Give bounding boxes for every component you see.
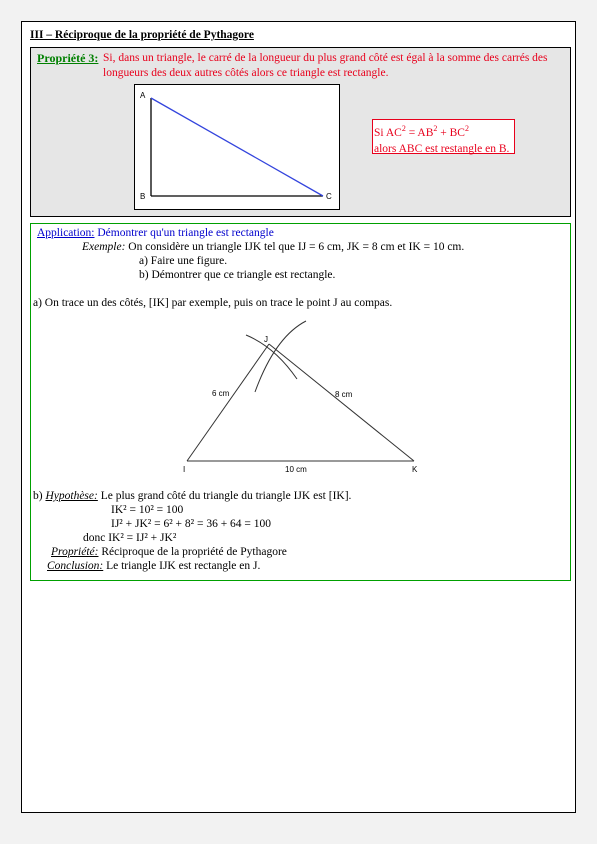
exp-2: 2 xyxy=(433,124,438,133)
exemple-text: On considère un triangle IJK tel que IJ = 6 cm, JK = 8 cm et IK = 10 cm. xyxy=(125,241,465,253)
vertex-c-label: C xyxy=(326,192,332,201)
triangle-abc-drawing xyxy=(135,85,339,209)
formula-plus: + BC xyxy=(437,126,465,139)
exp-3: 2 xyxy=(464,124,469,133)
side-ij xyxy=(187,344,269,461)
calc-line-2: IJ² + JK² = 6² + 8² = 36 + 64 = 100 xyxy=(111,518,272,530)
application-box xyxy=(30,223,571,581)
property-label: Propriété 3: xyxy=(37,51,99,65)
triangle-ijk-drawing xyxy=(177,317,427,476)
property-box xyxy=(30,47,571,217)
formula-line xyxy=(374,121,514,141)
side-jk xyxy=(269,344,414,461)
page xyxy=(21,21,576,813)
exp-1: 2 xyxy=(401,124,406,133)
application-title: Démontrer qu'un triangle est rectangle xyxy=(94,227,274,239)
vertex-j-label: J xyxy=(264,335,268,344)
hypothese-line xyxy=(33,489,351,503)
hypothese-text: Le plus grand côté du triangle du triangle IJK est [IK]. xyxy=(97,490,352,502)
conclusion-line xyxy=(47,559,260,573)
formula-si: Si AC xyxy=(374,126,402,139)
propriete-line xyxy=(51,545,287,559)
exemple-label: Exemple: xyxy=(82,241,126,253)
length-jk-label: 8 cm xyxy=(335,390,353,399)
vertex-i-label: I xyxy=(183,465,186,474)
property-text: Si, dans un triangle, le carré de la longueur du plus grand côté est égal à la somme des carrés des longueurs des deux autres côtés alors ce triangle est rectangle. xyxy=(103,52,548,79)
application-label: Application: xyxy=(37,227,95,239)
formula-eq: = AB xyxy=(405,126,434,139)
propriete-text: Réciproque de la propriété de Pythagore xyxy=(98,546,287,558)
propriete-label: Propriété: xyxy=(51,546,99,558)
answer-b-prefix: b) xyxy=(33,490,46,502)
calc-line-3: donc IK² = IJ² + JK² xyxy=(83,532,177,544)
application-heading xyxy=(37,226,274,240)
side-ac-hypotenuse xyxy=(151,98,323,196)
formula-conclusion: alors ABC est restangle en B. xyxy=(374,142,510,155)
question-a: a) Faire une figure. xyxy=(139,255,228,267)
right-triangle-figure xyxy=(134,84,340,210)
length-ij-label: 6 cm xyxy=(212,389,230,398)
vertex-b-label: B xyxy=(140,192,146,201)
formula-box xyxy=(372,119,515,154)
exemple-line xyxy=(82,240,464,254)
vertex-a-label: A xyxy=(140,91,146,100)
answer-a: a) On trace un des côtés, [IK] par exemple, puis on trace le point J au compas. xyxy=(33,297,393,309)
length-ik-label: 10 cm xyxy=(285,465,307,474)
section-title: III – Réciproque de la propriété de Pythagore xyxy=(30,29,254,41)
compass-construction-figure xyxy=(177,317,427,476)
conclusion-text: Le triangle IJK est rectangle en J. xyxy=(103,560,261,572)
calc-line-1: IK² = 10² = 100 xyxy=(111,504,184,516)
hypothese-label: Hypothèse: xyxy=(45,490,98,502)
vertex-k-label: K xyxy=(412,465,418,474)
question-b: b) Démontrer que ce triangle est rectangle. xyxy=(139,269,336,281)
arc-from-i xyxy=(255,321,306,392)
conclusion-label: Conclusion: xyxy=(47,560,104,572)
